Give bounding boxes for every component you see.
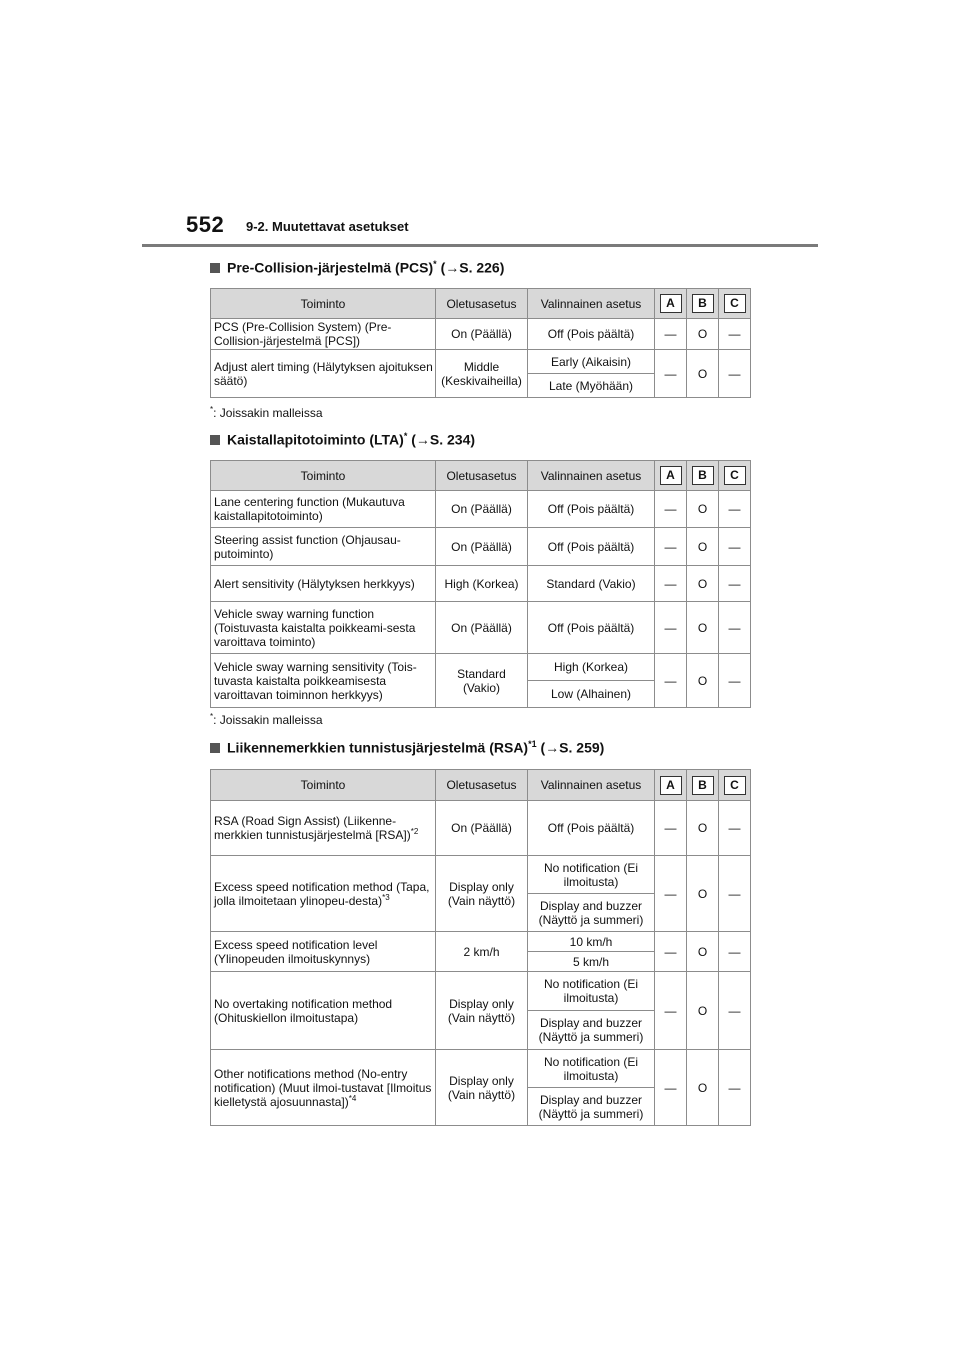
col-header-b: [687, 289, 719, 319]
pcs-heading-text: Pre-Collision-järjestelmä (PCS): [227, 259, 434, 276]
function-cell: [211, 972, 436, 1050]
mark-b-cell: O: [687, 350, 719, 398]
function-name: PCS (Pre-Collision System) (Pre-Collision-järjestelmä [PCS]): [214, 320, 392, 348]
pcs-footnote-mark: *: [210, 405, 214, 414]
function-name: Vehicle sway warning sensitivity (Tois-tuvasta kaistalta poikkeamisesta varoittavan toiminnon herkkyys): [214, 659, 417, 702]
table-row: [211, 319, 751, 350]
table-row: [211, 491, 751, 528]
function-cell: [211, 1050, 436, 1126]
col-header-default: Oletusasetus: [436, 770, 528, 801]
letter-b-box: B: [692, 294, 714, 313]
col-header-function: Toiminto: [211, 289, 436, 319]
col-header-function: Toiminto: [211, 461, 436, 491]
pcs-settings-table: [210, 288, 751, 398]
mark-a-cell: —: [655, 1050, 687, 1126]
col-header-default: Oletusasetus: [436, 289, 528, 319]
mark-b-cell: O: [687, 856, 719, 932]
table-row: [211, 528, 751, 566]
mark-b-cell: O: [687, 528, 719, 566]
mark-c-cell: —: [719, 1050, 751, 1126]
mark-c-cell: —: [719, 528, 751, 566]
function-name: Excess speed notification level (Ylinopeuden ilmoituskynnys): [214, 937, 378, 966]
mark-a-cell: —: [655, 932, 687, 972]
lta-footnote-text: : Joissakin malleissa: [213, 713, 323, 727]
rsa-heading-ref: (→S. 259): [540, 739, 605, 756]
page-number: 552: [186, 212, 225, 237]
lta-footnote-mark: *: [210, 712, 214, 721]
pcs-heading-sup: *: [433, 259, 437, 269]
default-value-cell: 2 km/h: [436, 932, 528, 972]
lta-heading: [210, 431, 475, 448]
col-header-optional: Valinnainen asetus: [528, 770, 655, 801]
default-value-cell: On (Päällä): [436, 801, 528, 856]
function-name: Alert sensitivity (Hälytyksen herkkyys): [214, 576, 415, 591]
mark-a-cell: —: [655, 528, 687, 566]
default-value-cell: On (Päällä): [436, 319, 528, 350]
mark-a-cell: —: [655, 350, 687, 398]
mark-a-cell: —: [655, 972, 687, 1050]
lta-heading-sup: *: [403, 431, 408, 441]
function-cell: [211, 350, 436, 398]
letter-b-box: B: [692, 466, 714, 485]
function-cell: [211, 801, 436, 856]
table-row: [211, 856, 751, 894]
mark-b-cell: O: [687, 801, 719, 856]
col-header-c: [719, 289, 751, 319]
optional-value-cell: Off (Pois päältä): [528, 491, 655, 528]
mark-c-cell: —: [719, 566, 751, 602]
optional-value-cell: Standard (Vakio): [528, 566, 655, 602]
letter-c-box: C: [724, 776, 746, 795]
mark-a-cell: —: [655, 801, 687, 856]
table-header-row: [211, 289, 751, 319]
default-value-cell: Display only (Vain näyttö): [436, 1050, 528, 1126]
function-name: Other notifications method (No-entry notification) (Muut ilmoi-tustavat [Ilmoitus kielletystä ajosuunnasta]): [214, 1066, 432, 1109]
function-cell: [211, 654, 436, 708]
mark-a-cell: —: [655, 602, 687, 654]
mark-a-cell: —: [655, 566, 687, 602]
letter-a-box: A: [660, 466, 682, 485]
letter-c-box: C: [724, 466, 746, 485]
col-header-b: [687, 461, 719, 491]
col-header-c: [719, 770, 751, 801]
col-header-default: Oletusasetus: [436, 461, 528, 491]
table-row: [211, 566, 751, 602]
lta-heading-ref: (→S. 234): [411, 431, 476, 448]
col-header-function: Toiminto: [211, 770, 436, 801]
function-name: Vehicle sway warning function (Toistuvasta kaistalta poikkeami-sesta varoittava toiminto): [214, 606, 416, 649]
optional-value-cell: Off (Pois päältä): [528, 602, 655, 654]
table-row: [211, 932, 751, 952]
mark-b-cell: O: [687, 566, 719, 602]
optional-value-cell: Off (Pois päältä): [528, 528, 655, 566]
function-footnote-ref: *4: [348, 1093, 357, 1103]
mark-b-cell: O: [687, 602, 719, 654]
mark-c-cell: —: [719, 932, 751, 972]
mark-c-cell: —: [719, 491, 751, 528]
function-cell: [211, 932, 436, 972]
function-cell: [211, 566, 436, 602]
col-header-a: [655, 461, 687, 491]
optional-value-cell: Display and buzzer (Näyttö ja summeri): [528, 1088, 655, 1126]
function-name: No overtaking notification method (Ohituskiellon ilmoitustapa): [214, 996, 393, 1025]
col-header-optional: Valinnainen asetus: [528, 461, 655, 491]
mark-c-cell: —: [719, 972, 751, 1050]
lta-heading-text: Kaistallapitotoiminto (LTA): [227, 431, 404, 448]
mark-a-cell: —: [655, 319, 687, 350]
optional-value-cell: 10 km/h: [528, 932, 655, 952]
optional-value-cell: 5 km/h: [528, 952, 655, 972]
lta-footnote: [210, 712, 323, 727]
optional-value-cell: No notification (Ei ilmoitusta): [528, 856, 655, 894]
optional-value-cell: Early (Aikaisin): [528, 350, 655, 374]
col-header-a: [655, 770, 687, 801]
mark-c-cell: —: [719, 350, 751, 398]
letter-a-box: A: [660, 776, 682, 795]
optional-value-cell: High (Korkea): [528, 654, 655, 681]
default-value-cell: On (Päällä): [436, 491, 528, 528]
table-header-row: [211, 770, 751, 801]
function-cell: [211, 856, 436, 932]
letter-b-box: B: [692, 776, 714, 795]
default-value-cell: Middle (Keskivaiheilla): [436, 350, 528, 398]
function-name: RSA (Road Sign Assist) (Liikenne-merkkien tunnistusjärjestelmä [RSA]): [214, 814, 411, 842]
mark-a-cell: —: [655, 654, 687, 708]
function-cell: [211, 319, 436, 350]
rsa-heading-sup: *1: [528, 739, 537, 749]
lta-settings-table: [210, 460, 751, 708]
pcs-heading-ref: (→S. 226): [440, 259, 505, 276]
mark-b-cell: O: [687, 1050, 719, 1126]
function-footnote-ref: *3: [382, 892, 390, 902]
mark-b-cell: O: [687, 972, 719, 1050]
mark-c-cell: —: [719, 654, 751, 708]
function-cell: [211, 491, 436, 528]
table-row: [211, 972, 751, 1011]
table-header-row: [211, 461, 751, 491]
mark-b-cell: O: [687, 654, 719, 708]
table-row: [211, 1050, 751, 1088]
optional-value-cell: Display and buzzer (Näyttö ja summeri): [528, 894, 655, 932]
square-bullet-icon: [210, 263, 220, 273]
default-value-cell: Display only (Vain näyttö): [436, 856, 528, 932]
pcs-heading: [210, 259, 504, 276]
mark-c-cell: —: [719, 801, 751, 856]
mark-b-cell: O: [687, 932, 719, 972]
function-name: Adjust alert timing (Hälytyksen ajoituksen säätö): [214, 359, 433, 388]
mark-b-cell: O: [687, 319, 719, 350]
col-header-b: [687, 770, 719, 801]
col-header-a: [655, 289, 687, 319]
rsa-settings-table: [210, 769, 751, 1126]
table-row: [211, 350, 751, 374]
function-name: Steering assist function (Ohjausau-putoiminto): [214, 532, 401, 561]
rsa-heading-text: Liikennemerkkien tunnistusjärjestelmä (RSA): [227, 739, 529, 756]
optional-value-cell: Off (Pois päältä): [528, 319, 655, 350]
optional-value-cell: Off (Pois päältä): [528, 801, 655, 856]
function-name: Excess speed notification method (Tapa, jolla ilmoitetaan ylinopeu-desta): [214, 879, 430, 908]
function-name: Lane centering function (Mukautuva kaistallapitotoiminto): [214, 495, 405, 523]
optional-value-cell: No notification (Ei ilmoitusta): [528, 1050, 655, 1088]
letter-c-box: C: [724, 294, 746, 313]
mark-c-cell: —: [719, 319, 751, 350]
default-value-cell: Standard (Vakio): [436, 654, 528, 708]
letter-a-box: A: [660, 294, 682, 313]
square-bullet-icon: [210, 743, 220, 753]
mark-a-cell: —: [655, 491, 687, 528]
square-bullet-icon: [210, 435, 220, 445]
mark-c-cell: —: [719, 602, 751, 654]
pcs-footnote: [210, 405, 323, 420]
mark-b-cell: O: [687, 491, 719, 528]
col-header-optional: Valinnainen asetus: [528, 289, 655, 319]
default-value-cell: Display only (Vain näyttö): [436, 972, 528, 1050]
mark-a-cell: —: [655, 856, 687, 932]
optional-value-cell: No notification (Ei ilmoitusta): [528, 972, 655, 1011]
default-value-cell: High (Korkea): [436, 566, 528, 602]
pcs-footnote-text: : Joissakin malleissa: [213, 406, 323, 420]
table-row: [211, 602, 751, 654]
optional-value-cell: Late (Myöhään): [528, 374, 655, 398]
default-value-cell: On (Päällä): [436, 528, 528, 566]
table-row: [211, 654, 751, 681]
function-cell: [211, 602, 436, 654]
function-cell: [211, 528, 436, 566]
chapter-title: 9-2. Muutettavat asetukset: [246, 219, 409, 234]
optional-value-cell: Display and buzzer (Näyttö ja summeri): [528, 1011, 655, 1050]
col-header-c: [719, 461, 751, 491]
rsa-heading: [210, 739, 604, 756]
function-footnote-ref: *2: [410, 827, 419, 836]
optional-value-cell: Low (Alhainen): [528, 681, 655, 708]
header-divider: [142, 244, 818, 247]
default-value-cell: On (Päällä): [436, 602, 528, 654]
mark-c-cell: —: [719, 856, 751, 932]
table-row: [211, 801, 751, 856]
